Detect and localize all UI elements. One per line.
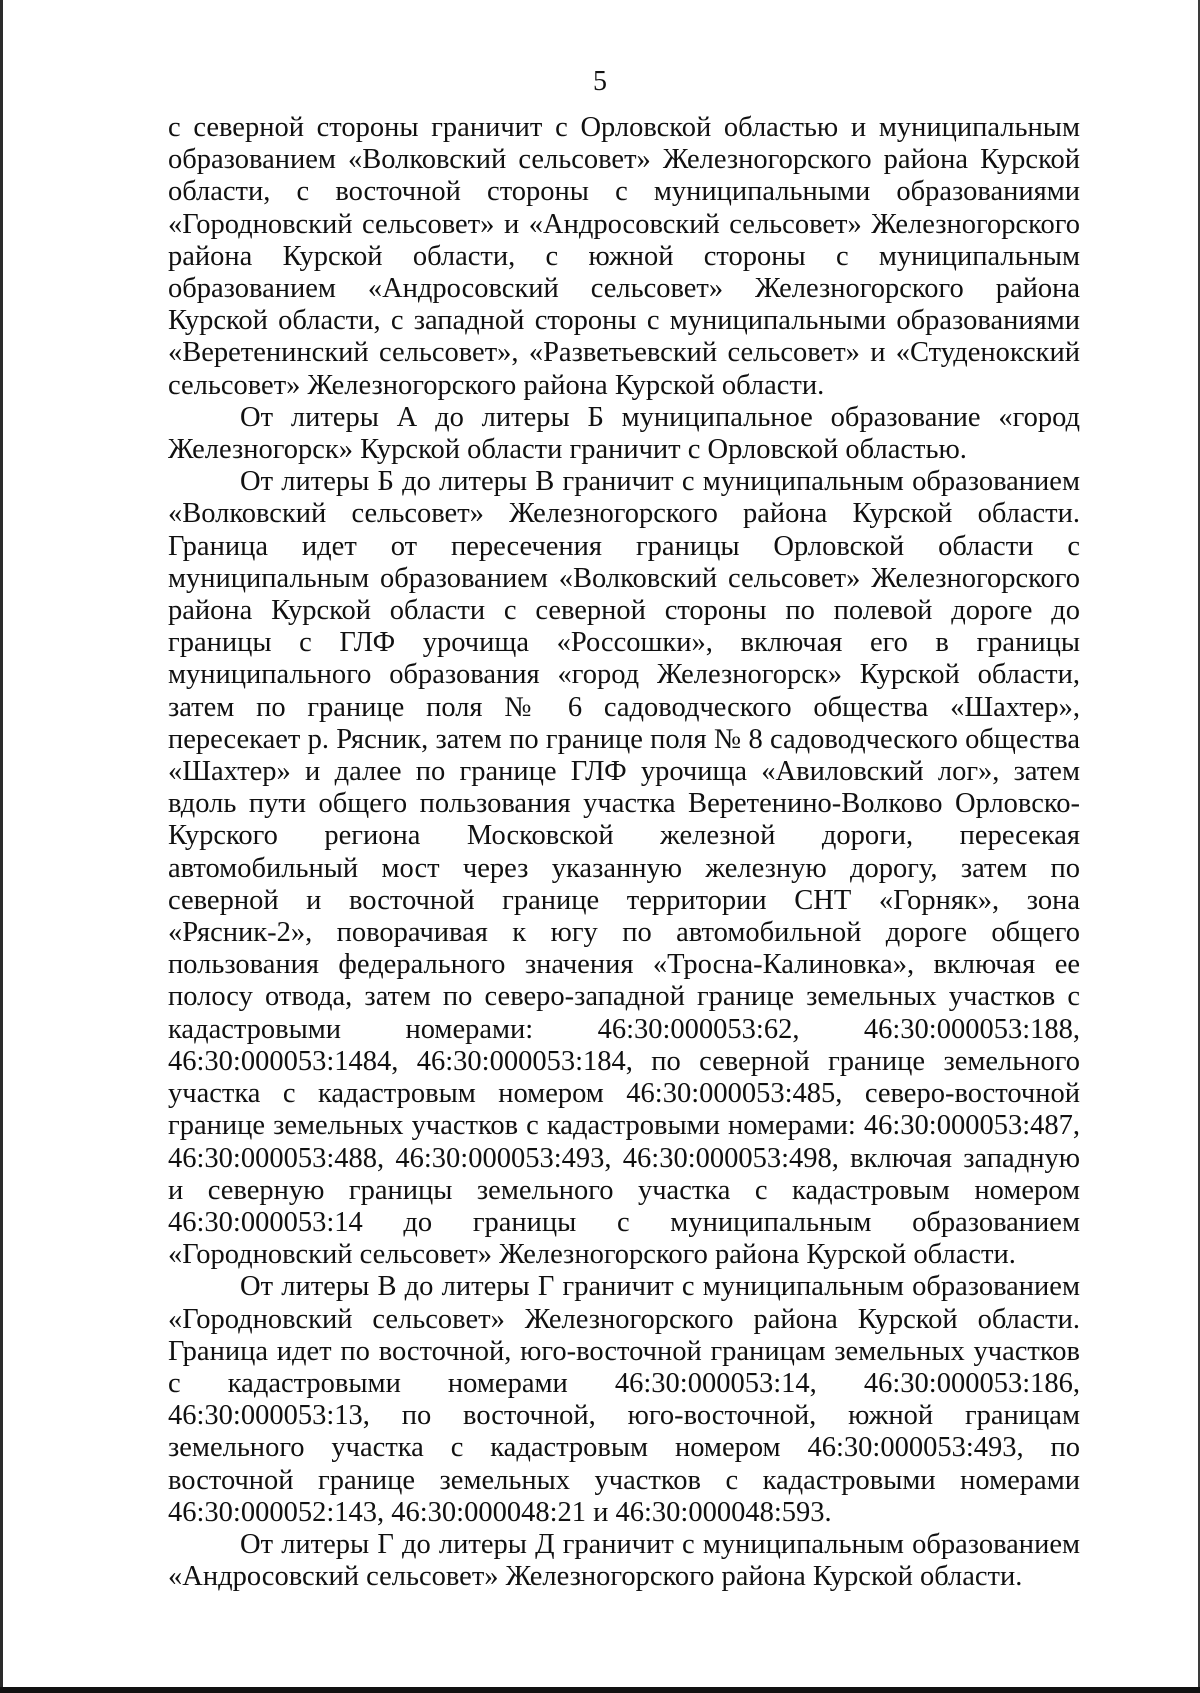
- scan-edge-left: [0, 0, 3, 1693]
- paragraph-litera-a-b: От литеры А до литеры Б муниципальное образование «город Железногорск» Курской области граничит с Орловской областью.: [168, 401, 1080, 466]
- page-number: 5: [593, 66, 607, 97]
- paragraph-litera-b-v: От литеры Б до литеры В граничит с муниципальным образованием «Волковский сельсовет» Железногорского района Курской области. Граница идет от пересечения границы Орловской области с муниципальным образованием «Волковский сельсовет» Железногорского района Курской области с северной стороны по полевой дороге до границы с ГЛФ урочища «Россошки», включая его в границы муниципального образования «город Железногорск» Курской области, затем по границе поля № 6 садоводческого общества «Шахтер», пересекает р. Рясник, затем по границе поля № 8 садоводческого общества «Шахтер» и далее по границе ГЛФ урочища «Авиловский лог», затем вдоль пути общего пользования участка Веретенино-Волково Орловско-Курского региона Московской железной дороги, пересекая автомобильный мост через указанную железную дорогу, затем по северной и восточной границе территории СНТ «Горняк», зона «Рясник-2», поворачивая к югу по автомобильной дороге общего пользования федерального значения «Тросна-Калиновка», включая ее полосу отвода, затем по северо-западной границе земельных участков с кадастровыми номерами: 46:30:000053:62, 46:30:000053:188, 46:30:000053:1484, 46:30:000053:184, по северной границе земельного участка с кадастровым номером 46:30:000053:485, северо-восточной границе земельных участков с кадастровыми номерами: 46:30:000053:487, 46:30:000053:488, 46:30:000053:493, 46:30:000053:498, включая западную и северную границы земельного участка с кадастровым номером 46:30:000053:14 до границы с муниципальным образованием «Городновский сельсовет» Железногорского района Курской области.: [168, 466, 1080, 1271]
- paragraph-litera-v-g: От литеры В до литеры Г граничит с муниципальным образованием «Городновский сельсовет» Железногорского района Курской области. Граница идет по восточной, юго-восточной границам земельных участков с кадастровыми номерами 46:30:000053:14, 46:30:000053:186, 46:30:000053:13, по восточной, юго-восточной, южной границам земельного участка с кадастровым номером 46:30:000053:493, по восточной границе земельных участков с кадастровыми номерами 46:30:000052:143, 46:30:000048:21 и 46:30:000048:593.: [168, 1271, 1080, 1528]
- paragraph-litera-g-d: От литеры Г до литеры Д граничит с муниципальным образованием «Андросовский сельсовет» Железногорского района Курской области.: [168, 1528, 1080, 1593]
- document-body: [168, 112, 1080, 1593]
- scan-edge-bottom: [0, 1687, 1200, 1693]
- paragraph-continuation: с северной стороны граничит с Орловской областью и муниципальным образованием «Волковский сельсовет» Железногорского района Курской области, с восточной стороны с муниципальными образованиями «Городновский сельсовет» и «Андросовский сельсовет» Железногорского района Курской области, с южной стороны с муниципальным образованием «Андросовский сельсовет» Железногорского района Курской области, с западной стороны с муниципальными образованиями «Веретенинский сельсовет», «Разветьевский сельсовет» и «Студенокский сельсовет» Железногорского района Курской области.: [168, 112, 1080, 401]
